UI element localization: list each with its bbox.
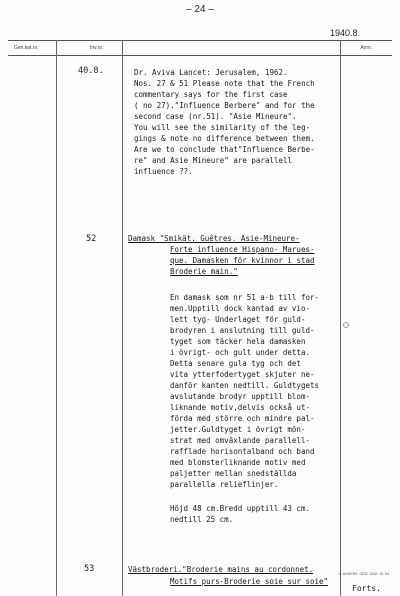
punch-hole — [343, 322, 349, 328]
desc-line: nedtill 25 cm. — [170, 515, 234, 524]
year-label: 1940.8. — [329, 28, 360, 38]
desc-line: avslutande brodyr upptill blom- — [170, 392, 310, 401]
note-line: You will see the similarity of the leg- — [134, 123, 311, 132]
page-number: – 24 – — [186, 4, 214, 15]
desc-line: liknande motiv,delvis också ut- — [170, 403, 310, 412]
continued-label: Forts. — [352, 584, 381, 593]
title-line: Västbroderi."Broderie mains au cordonnet. — [128, 565, 314, 574]
note-line: Nos. 27 & 51 Please note that the French — [134, 79, 315, 88]
desc-line: med blomsterliknande motiv med — [170, 458, 306, 467]
note-line: ( no 27)."Influence Berbere" and for the — [134, 101, 315, 110]
desc-line: strat med omväxlande parallell- — [170, 436, 310, 445]
column-header — [8, 40, 392, 56]
desc-line: parallella relieflinjer. — [170, 480, 279, 489]
col-lev-label: Inv.nr. — [90, 45, 104, 51]
printer-stamp — [339, 572, 390, 576]
entry-number: 40.8. — [78, 66, 104, 76]
column-divider-3 — [340, 40, 341, 596]
stamp-line: H. ANDERS. GÖG. 6162. 10. 54. — [338, 572, 390, 576]
desc-line: i övrigt- och gult under detta. — [170, 348, 310, 357]
note-line: commentary says for the first case — [134, 90, 288, 99]
title-line: Damask "Smikät. Guêtres. Asie-Mineure- — [128, 234, 300, 243]
desc-line: Detta senare gula tyg och det — [170, 359, 301, 368]
col-anm-label: Anm. — [360, 45, 372, 51]
note-line: Are we to conclude that"Influence Berbe- — [134, 145, 315, 154]
title-line: Broderie main." — [170, 267, 238, 276]
col-inv-label: Gen.kat.nr. — [14, 45, 39, 51]
desc-line: paljetter mellan snedställda — [170, 469, 297, 478]
column-divider-1 — [56, 40, 57, 596]
title-line: que. Damasken för kvinnor i stad — [170, 256, 315, 265]
desc-line: jetter.Guldtyget i övrigt mön- — [170, 425, 306, 434]
note-line: influence ??. — [134, 167, 193, 176]
desc-line: En damask som nr 51 a-b till for- — [170, 293, 320, 302]
entry-number: 52 — [86, 234, 97, 244]
desc-line: förda med större och mindre pal- — [170, 414, 315, 423]
desc-line: men.Upptill dock kantad av vio- — [170, 304, 310, 313]
desc-line: vita ytterfodertyget skjuter ne- — [170, 370, 315, 379]
note-line: gings & note no difference between them. — [134, 134, 315, 143]
desc-line: brodyren i anslutning till guld- — [170, 326, 315, 335]
desc-line: tyget som täcker hela damasken — [170, 337, 306, 346]
note-line: Dr. Aviva Lancet: Jerusalem, 1962. — [134, 68, 288, 77]
title-line: Motifs purs-Broderie soie sur soie" — [170, 577, 329, 586]
title-line: Forte influence Hispano- Marues- — [170, 245, 315, 254]
desc-line: Höjd 48 cm.Bredd upptill 43 cm. — [170, 504, 310, 513]
entry-number: 53 — [84, 564, 95, 574]
note-line: second case (nr.51). "Asie Mineure". — [134, 112, 297, 121]
desc-line: lett tyg- Underlaget för guld- — [170, 315, 306, 324]
desc-line: danför kanten nedtill. Guldtygets — [170, 381, 320, 390]
column-divider-2 — [122, 40, 123, 596]
note-line: re" and Asie Mineure" are parallell — [134, 156, 293, 165]
desc-line: rafflade horisontalband och band — [170, 447, 315, 456]
